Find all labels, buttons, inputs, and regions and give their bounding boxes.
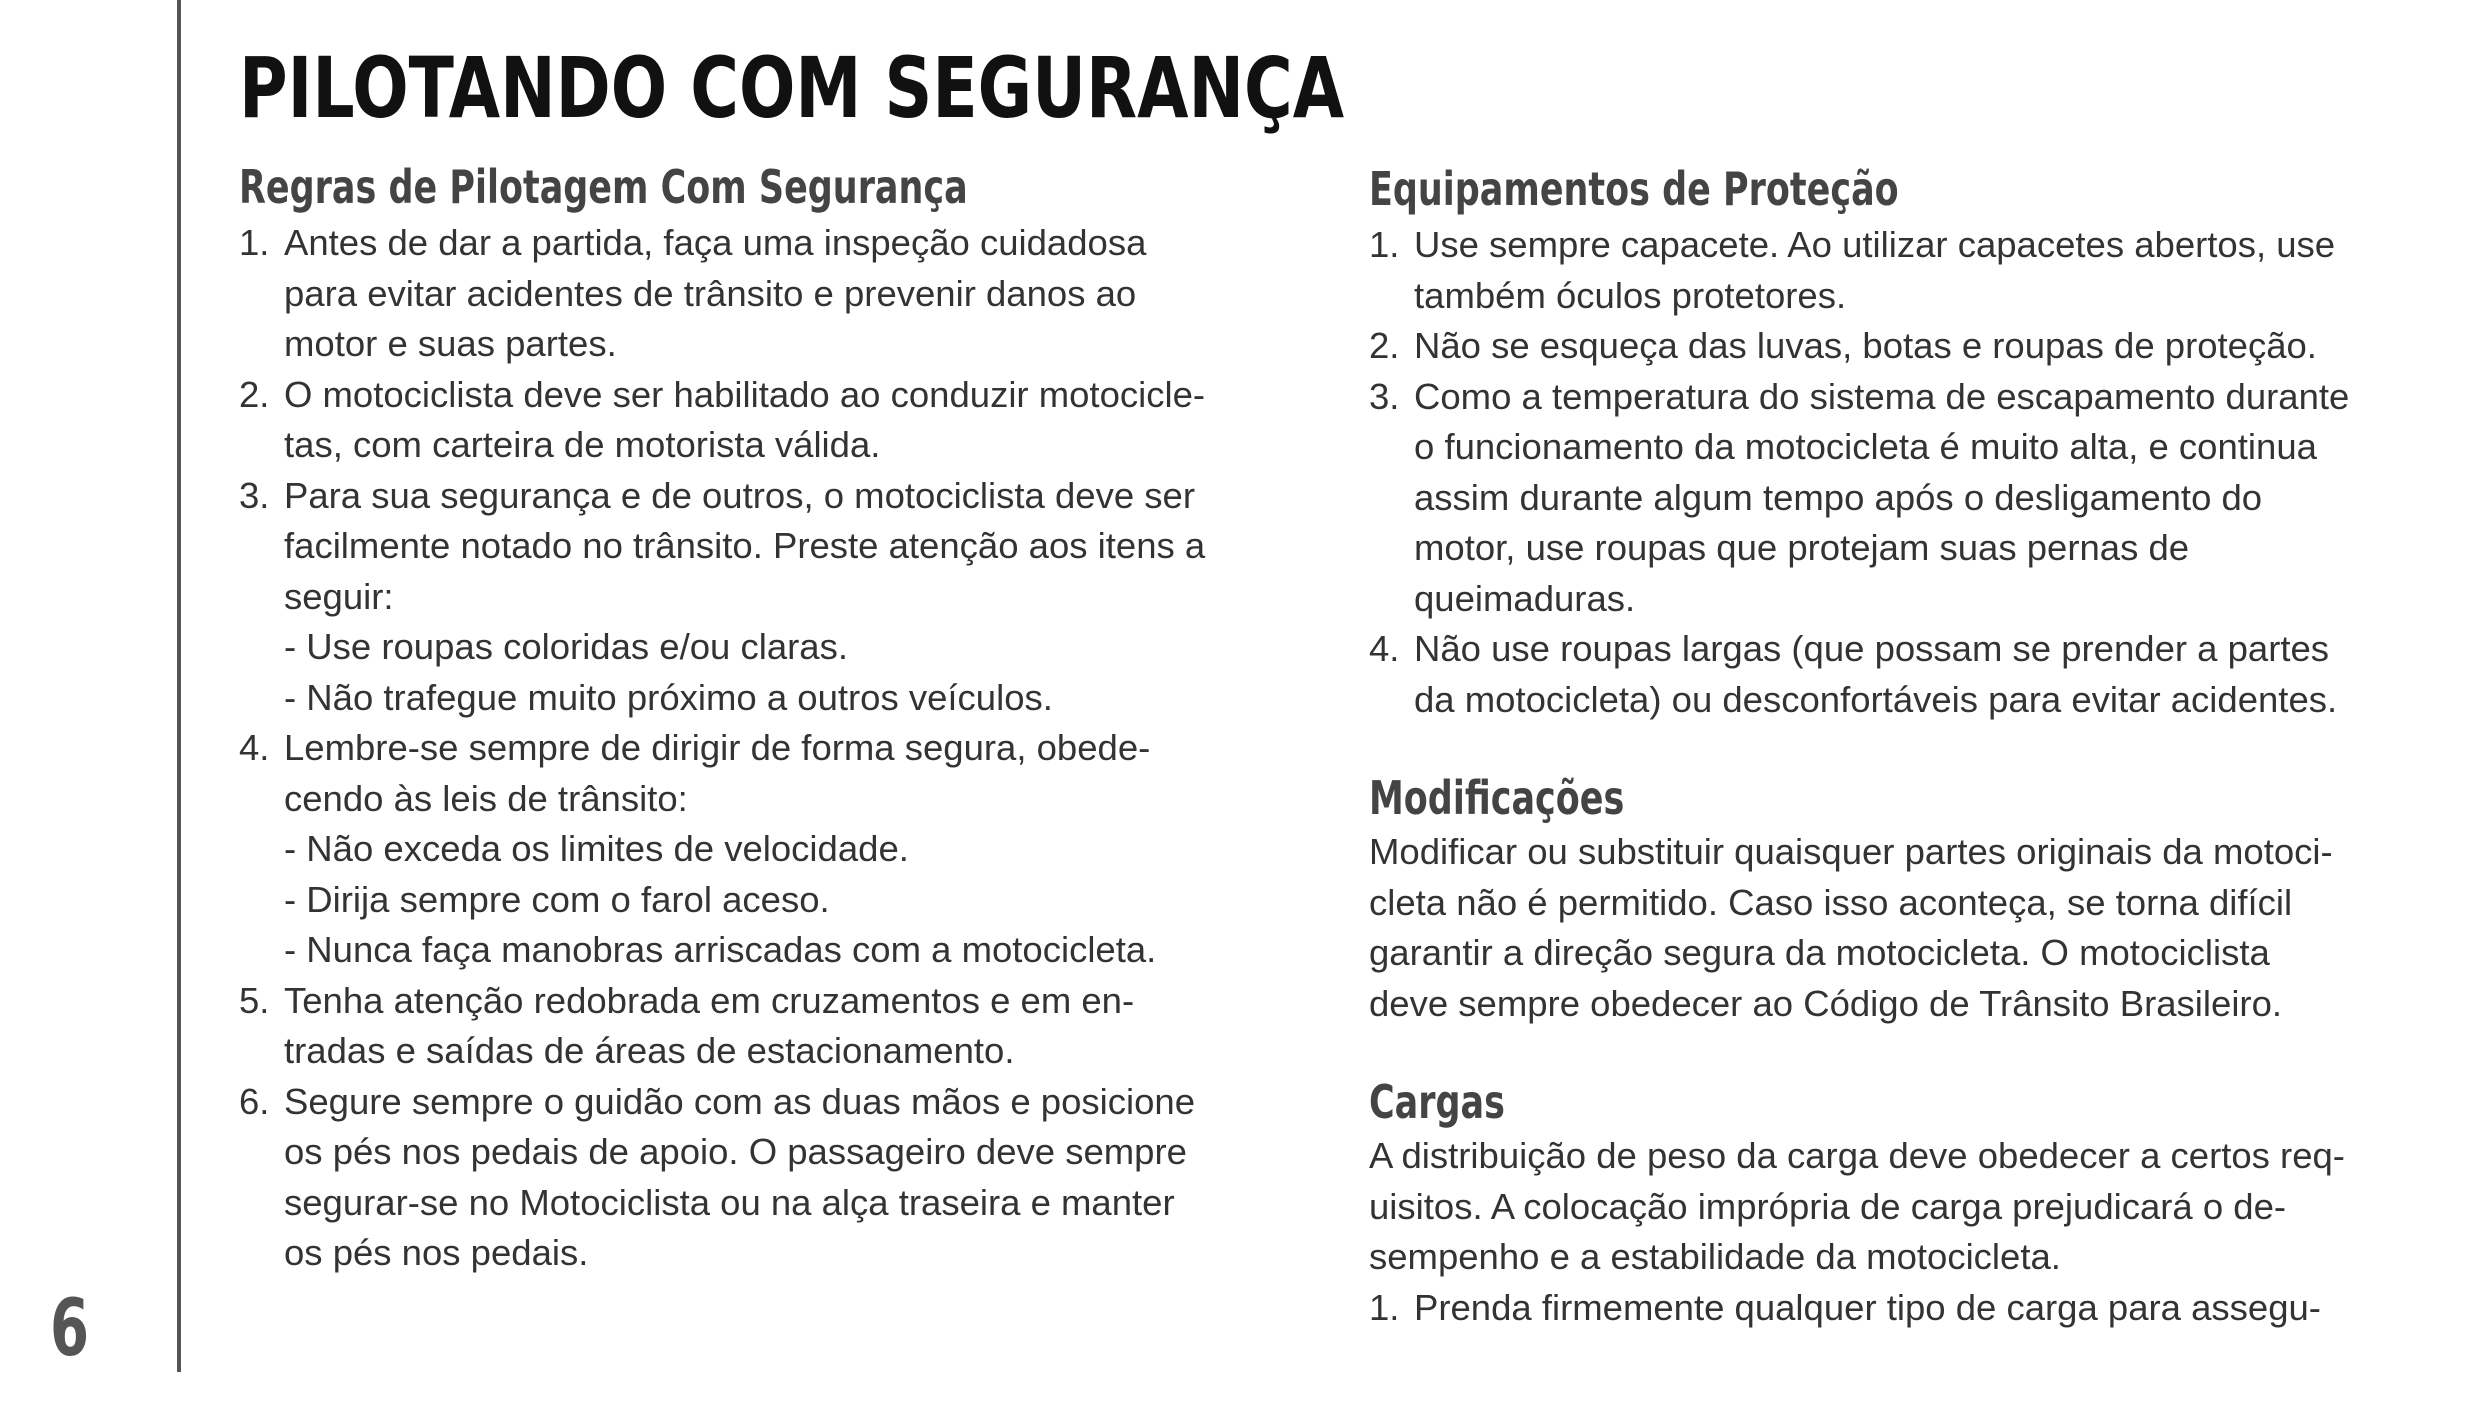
item-line: queimaduras. xyxy=(1414,577,1636,619)
list-item xyxy=(239,723,1319,976)
list-item xyxy=(1369,624,2459,725)
item-sub-bullet: - Não exceda os limites de velocidade. xyxy=(284,828,909,869)
list-item xyxy=(239,976,1319,1077)
item-line: O motociclista deve ser habilitado ao conduzir motocicle- xyxy=(284,373,1206,415)
cargo-line: uisitos. A colocação imprópria de carga prejudicará o de- xyxy=(1369,1185,2287,1227)
heading-cargo: Cargas xyxy=(1369,1075,1505,1129)
item-line: assim durante algum tempo após o desligamento do xyxy=(1414,476,2263,518)
cargo-list xyxy=(1369,1283,2459,1334)
left-column xyxy=(239,162,1319,1279)
item-number: 5. xyxy=(239,979,270,1021)
right-column xyxy=(1369,164,2459,1333)
section-spacer xyxy=(1369,725,2459,773)
item-number: 3. xyxy=(239,474,270,516)
item-line: Não use roupas largas (que possam se prender a partes xyxy=(1414,628,2330,669)
modifications-line: deve sempre obedecer ao Código de Trânsito Brasileiro. xyxy=(1369,982,2283,1024)
margin-rule xyxy=(177,0,181,1372)
list-item xyxy=(1369,321,2459,372)
item-sub-bullet: - Dirija sempre com o farol aceso. xyxy=(284,878,830,920)
item-line: tas, com carteira de motorista válida. xyxy=(284,424,881,465)
item-line: o funcionamento da motocicleta é muito alta, e continua xyxy=(1414,426,2317,467)
item-line: Não se esqueça das luvas, botas e roupas de proteção. xyxy=(1414,325,2317,366)
item-line: os pés nos pedais de apoio. O passageiro deve sempre xyxy=(284,1131,1187,1172)
item-line: também óculos protetores. xyxy=(1414,274,1847,316)
modifications-line: Modificar ou substituir quaisquer partes originais da motoci- xyxy=(1369,831,2333,872)
heading-modifications: Modificações xyxy=(1369,771,1625,825)
modifications-line: cleta não é permitido. Caso isso aconteça, se torna difícil xyxy=(1369,881,2293,923)
item-line: Segure sempre o guidão com as duas mãos e posicione xyxy=(284,1080,1196,1122)
item-line: Como a temperatura do sistema de escapamento durante xyxy=(1414,375,2350,417)
item-number: 1. xyxy=(1369,1286,1400,1328)
item-number: 4. xyxy=(239,727,270,768)
item-line: Tenha atenção redobrada em cruzamentos e em en- xyxy=(284,979,1135,1021)
item-line: facilmente notado no trânsito. Preste atenção aos itens a xyxy=(284,525,1206,566)
section-spacer xyxy=(1369,1029,2459,1077)
item-line: tradas e saídas de áreas de estacionamento. xyxy=(284,1030,1015,1071)
modifications-line: garantir a direção segura da motocicleta. O motociclista xyxy=(1369,932,2270,973)
page-number: 6 xyxy=(50,1284,90,1374)
item-line: para evitar acidentes de trânsito e prevenir danos ao xyxy=(284,272,1137,314)
list-item xyxy=(239,471,1319,724)
riding-rules-list xyxy=(239,218,1319,1279)
cargo-line: A distribuição de peso da carga deve obedecer a certos req- xyxy=(1369,1135,2345,1176)
list-item xyxy=(1369,220,2459,321)
item-sub-bullet: - Não trafegue muito próximo a outros veículos. xyxy=(284,676,1053,718)
item-number: 6. xyxy=(239,1080,270,1122)
protective-equipment-list xyxy=(1369,220,2459,725)
item-line: cendo às leis de trânsito: xyxy=(284,777,688,819)
item-line: Use sempre capacete. Ao utilizar capacetes abertos, use xyxy=(1414,224,2336,265)
item-number: 1. xyxy=(1369,224,1400,265)
cargo-line: sempenho e a estabilidade da motocicleta. xyxy=(1369,1236,2061,1277)
list-item xyxy=(239,370,1319,471)
item-number: 2. xyxy=(239,373,270,415)
list-item xyxy=(1369,372,2459,625)
list-item xyxy=(239,218,1319,370)
item-sub-bullet: - Nunca faça manobras arriscadas com a motocicleta. xyxy=(284,929,1157,970)
item-sub-bullet: - Use roupas coloridas e/ou claras. xyxy=(284,626,848,667)
item-number: 2. xyxy=(1369,325,1400,366)
item-line: da motocicleta) ou desconfortáveis para evitar acidentes. xyxy=(1414,678,2338,720)
item-number: 3. xyxy=(1369,375,1400,417)
list-item xyxy=(239,1077,1319,1279)
item-line: Para sua segurança e de outros, o motociclista deve ser xyxy=(284,474,1195,516)
item-line: Prenda firmemente qualquer tipo de carga para assegu- xyxy=(1414,1286,2321,1328)
item-number: 4. xyxy=(1369,628,1400,669)
item-line: os pés nos pedais. xyxy=(284,1232,589,1273)
heading-protective-equipment: Equipamentos de Proteção xyxy=(1369,162,1899,216)
page-title: PILOTANDO COM SEGURANÇA xyxy=(239,39,1345,137)
item-line: segurar-se no Motociclista ou na alça traseira e manter xyxy=(284,1181,1175,1223)
item-number: 1. xyxy=(239,222,270,263)
list-item xyxy=(1369,1283,2459,1334)
item-line: seguir: xyxy=(284,575,394,617)
item-line: motor e suas partes. xyxy=(284,323,617,364)
item-line: Antes de dar a partida, faça uma inspeção cuidadosa xyxy=(284,222,1147,263)
item-line: motor, use roupas que protejam suas pernas de xyxy=(1414,527,2190,568)
item-line: Lembre-se sempre de dirigir de forma segura, obede- xyxy=(284,727,1151,768)
heading-riding-rules: Regras de Pilotagem Com Segurança xyxy=(239,160,968,214)
